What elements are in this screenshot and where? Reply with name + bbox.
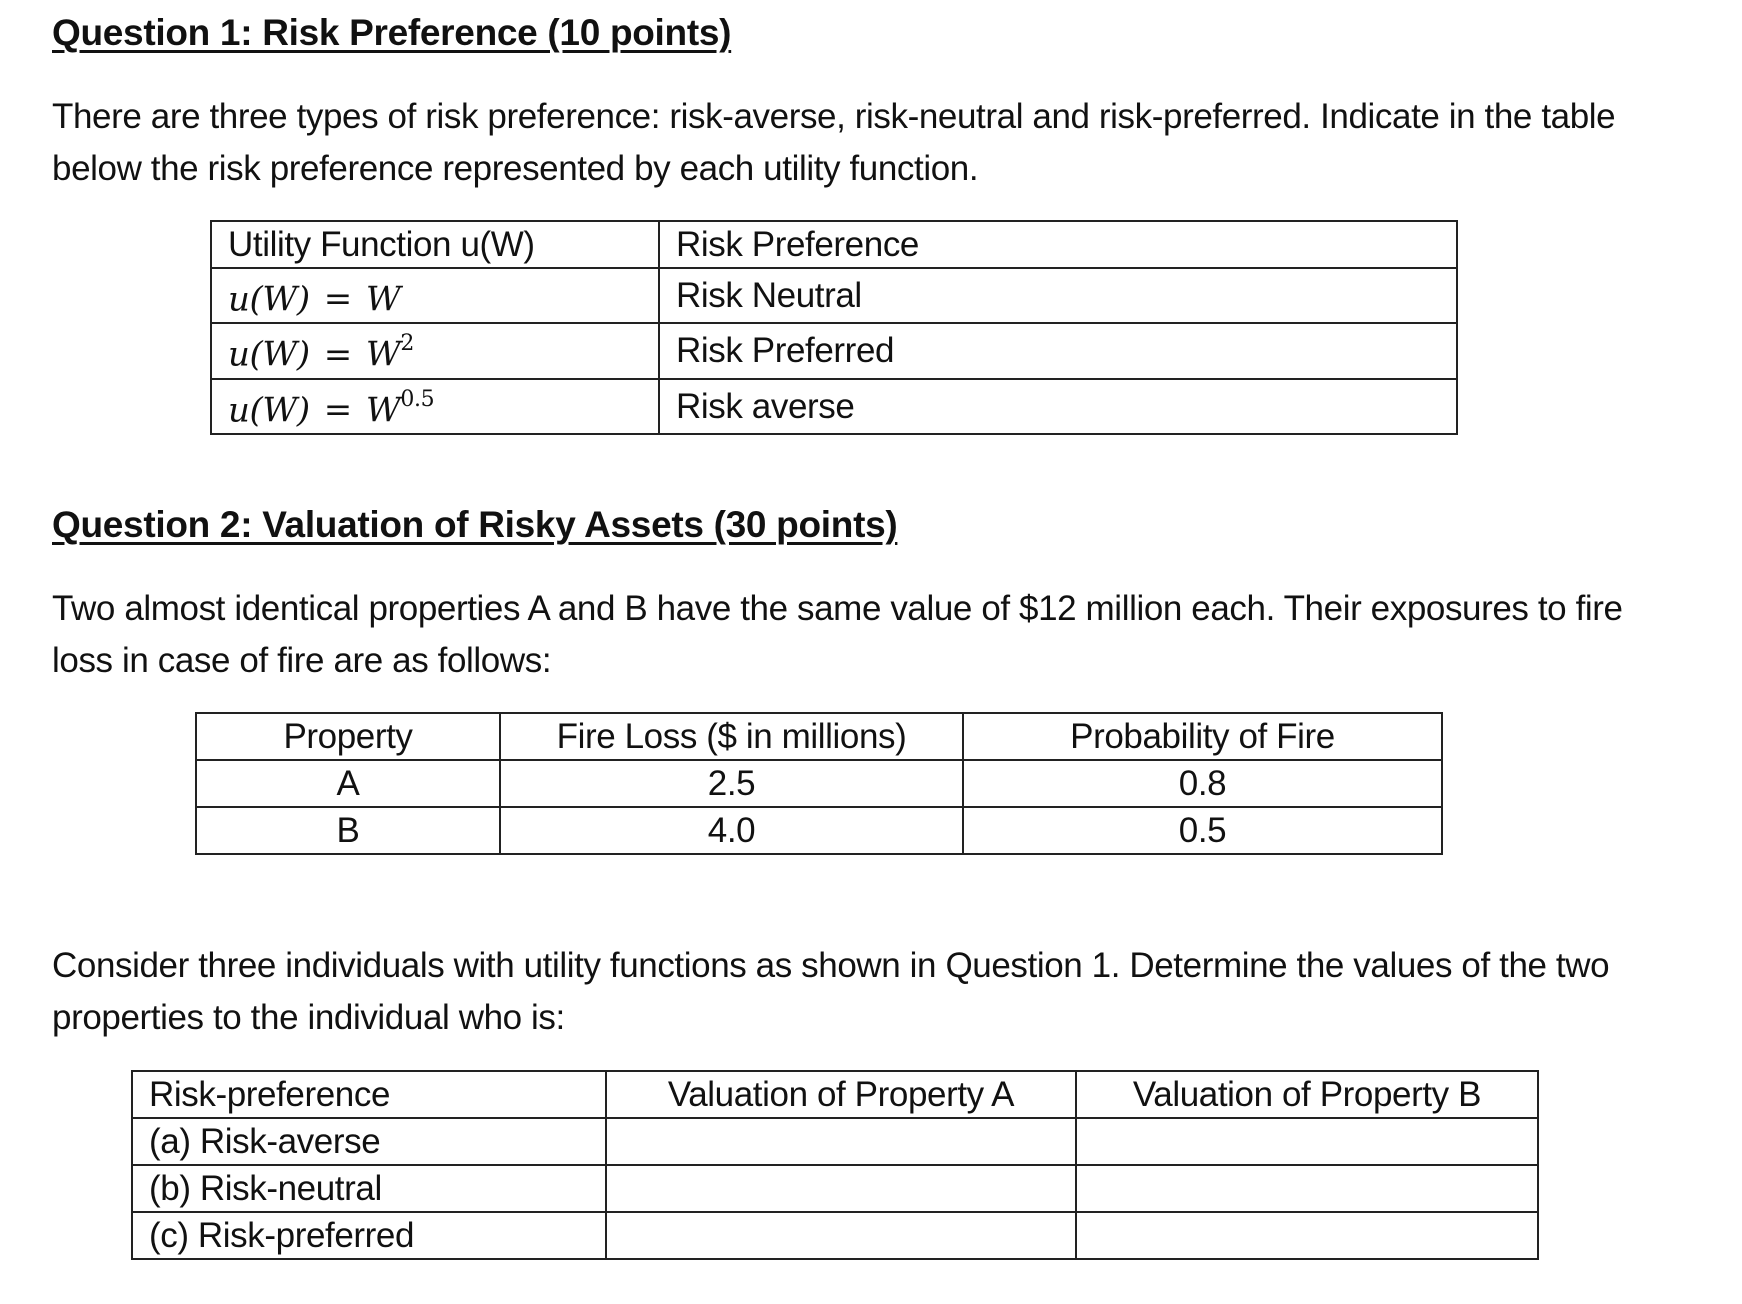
risk-preference-cell: Risk Neutral [659, 268, 1457, 323]
fire-loss-cell: 4.0 [500, 807, 963, 854]
utility-formula [211, 323, 659, 378]
fire-loss-table [195, 712, 1443, 855]
valuation-a-cell [606, 1118, 1076, 1165]
table-row [132, 1165, 1538, 1212]
question-1-heading: Question 1: Risk Preference (10 points) [52, 12, 732, 53]
table-row [132, 1118, 1538, 1165]
utility-formula [211, 379, 659, 434]
table-header-row [132, 1071, 1538, 1118]
table-row [211, 268, 1457, 323]
risk-preference-cell: (c) Risk-preferred [132, 1212, 606, 1259]
valuation-b-cell [1076, 1212, 1538, 1259]
risk-preference-cell: (b) Risk-neutral [132, 1165, 606, 1212]
formula-rhs: W [365, 334, 401, 375]
probability-cell: 0.5 [963, 807, 1442, 854]
table-row [211, 323, 1457, 378]
question-2-heading: Question 2: Valuation of Risky Assets (30 points) [52, 504, 898, 545]
valuation-a-cell [606, 1165, 1076, 1212]
property-cell: B [196, 807, 500, 854]
fire-loss-cell: 2.5 [500, 760, 963, 807]
question-2-instructions: Consider three individuals with utility functions as shown in Question 1. Determine the values of the two properties to the individual who is: [52, 946, 1610, 1037]
question-2-intro: Two almost identical properties A and B have the same value of $12 million each. Their exposures to fire loss in case of fire are as follows: [52, 589, 1623, 680]
formula-lhs: u(W) [228, 334, 310, 375]
valuation-a-cell [606, 1212, 1076, 1259]
property-cell: A [196, 760, 500, 807]
formula-rhs: W [365, 389, 401, 430]
formula-lhs: u(W) [228, 279, 310, 320]
valuation-b-cell [1076, 1165, 1538, 1212]
risk-preference-cell: Risk averse [659, 379, 1457, 434]
formula-exponent: 2 [400, 331, 415, 357]
formula-equals: = [323, 334, 352, 375]
table-header-row [196, 713, 1442, 760]
question-1-intro: There are three types of risk preference: risk-averse, risk-neutral and risk-preferred. Indicate in the table below the risk preference represented by each utility function. [52, 97, 1616, 188]
risk-preference-cell: (a) Risk-averse [132, 1118, 606, 1165]
column-header-utility-function: Utility Function u(W) [211, 221, 659, 268]
valuation-b-cell [1076, 1118, 1538, 1165]
formula-exponent: 0.5 [400, 386, 435, 412]
formula-equals: = [323, 389, 352, 430]
table-row [132, 1212, 1538, 1259]
column-header-probability: Probability of Fire [963, 713, 1442, 760]
valuation-table [131, 1070, 1539, 1260]
utility-formula [211, 268, 659, 323]
formula-equals: = [323, 279, 352, 320]
table-header-row [211, 221, 1457, 268]
table-row [211, 379, 1457, 434]
probability-cell: 0.8 [963, 760, 1442, 807]
column-header-property: Property [196, 713, 500, 760]
table-row [196, 807, 1442, 854]
formula-lhs: u(W) [228, 389, 310, 430]
risk-preference-cell: Risk Preferred [659, 323, 1457, 378]
formula-rhs: W [365, 279, 401, 320]
column-header-fire-loss: Fire Loss ($ in millions) [500, 713, 963, 760]
column-header-valuation-b: Valuation of Property B [1076, 1071, 1538, 1118]
column-header-risk-preference: Risk Preference [659, 221, 1457, 268]
table-row [196, 760, 1442, 807]
column-header-valuation-a: Valuation of Property A [606, 1071, 1076, 1118]
column-header-risk-preference: Risk-preference [132, 1071, 606, 1118]
utility-function-table [210, 220, 1458, 435]
